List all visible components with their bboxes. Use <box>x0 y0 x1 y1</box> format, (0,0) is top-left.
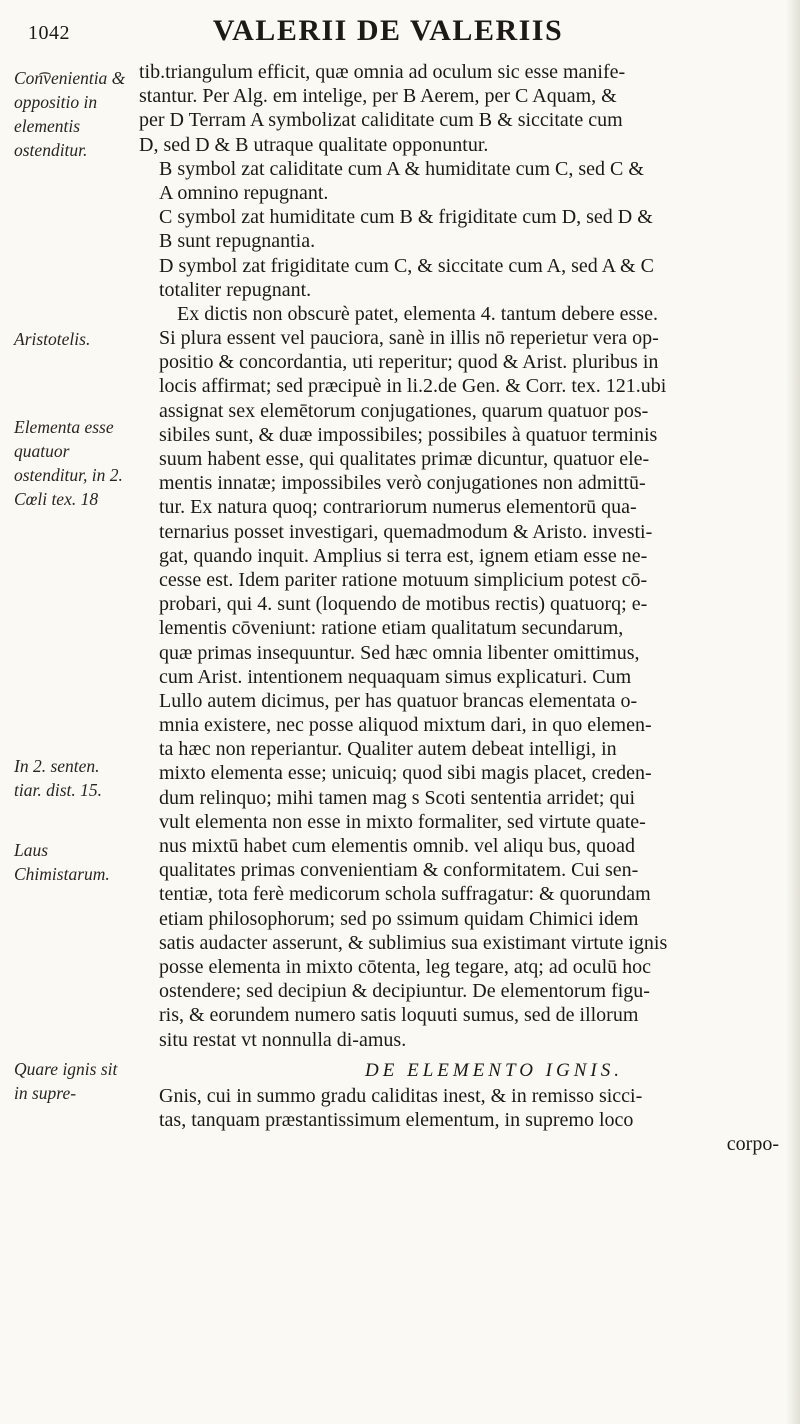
margin-note-quare-ignis: Quare ignis sit in supre- <box>14 1059 118 1103</box>
text-line: lementis cōveniunt: ratione etiam qualitatum secundarum, <box>159 617 624 640</box>
text-line: tib.triangulum efficit, quæ omnia ad oculum sic esse manife- <box>139 61 626 83</box>
text-line: tentiæ, tota ferè medicorum schola suffragatur: & quorundam <box>159 883 651 906</box>
page-header <box>28 14 748 50</box>
margin-note-elementa: Elementa esse quatuor ostenditur, in 2. Cœli tex. 18 <box>14 417 123 509</box>
text-line: A omnino repugnant. <box>159 181 329 204</box>
text-line: situ restat vt nonnulla di-amus. <box>159 1028 407 1051</box>
text-line: qualitates primas convenientiam & conformitatem. Cui sen- <box>159 859 639 882</box>
text-line: cum Arist. intentionem nequaquam simus explicaturi. Cum <box>159 665 632 688</box>
text-line: ostendere; sed decipiun & decipiuntur. De elementorum figu- <box>159 980 650 1003</box>
text-line: assignat sex elemētorum conjugationes, quarum quatuor pos- <box>159 399 649 422</box>
text-line: probari, qui 4. sunt (loquendo de motibus rectis) quatuorq; e- <box>159 593 648 616</box>
section-heading: DE ELEMENTO IGNIS. <box>365 1059 623 1081</box>
text-line: satis audacter asserunt, & sublimius sua existimant virtute ignis <box>159 931 668 954</box>
text-line: gat, quando inquit. Amplius si terra est, ignem etiam esse ne- <box>159 544 648 567</box>
text-line: vult elementa non esse in mixto formaliter, sed virtute quate- <box>159 810 646 833</box>
text-line: Gnis, cui in summo gradu caliditas inest, & in remisso sicci- <box>159 1084 643 1107</box>
page-number: 1042 <box>28 22 70 44</box>
page-edge-shadow <box>786 0 800 1424</box>
text-line: B symbol zat caliditate cum A & humiditate cum C, sed C & <box>159 157 644 180</box>
text-line: tas, tanquam præstantissimum elementum, in supremo loco <box>159 1108 634 1131</box>
text-line: stantur. Per Alg. em intelige, per B Aerem, per C Aquam, & <box>139 85 617 108</box>
text-line: per D Terram A symbolizat caliditate cum B & siccitate cum <box>139 109 623 132</box>
text-line: dum relinquo; mihi tamen mag s Scoti sententia arridet; qui <box>159 786 636 809</box>
text-line: positio & concordantia, uti reperitur; quod & Arist. pluribus in <box>159 351 659 374</box>
text-line: D symbol zat frigiditate cum C, & siccitate cum A, sed A & C <box>159 254 654 277</box>
text-line: mnia existere, nec posse aliquod mixtum dari, in quo elemen- <box>159 714 652 737</box>
text-line: B sunt repugnantia. <box>159 230 316 253</box>
main-text <box>139 60 789 1156</box>
running-title: VALERII DE VALERIIS <box>212 14 564 47</box>
text-line: etiam philosophorum; sed po ssimum quidam Chimici idem <box>159 907 639 930</box>
text-line: ris, & eorundem numero satis loquuti sumus, sed de illorum <box>159 1004 639 1027</box>
text-line: quæ primas insequuntur. Sed hæc omnia libenter omittimus, <box>159 641 640 664</box>
text-line: ternarius posset investigari, quemadmodum & Aristo. investi- <box>159 520 653 543</box>
text-line: sibiles sunt, & duæ impossibiles; possibiles à quatuor terminis <box>159 423 658 446</box>
text-line: mixto elementa esse; unicuiq; quod sibi magis placet, creden- <box>159 762 652 785</box>
text-line: D, sed D & B utraque qualitate opponuntur. <box>139 133 489 156</box>
text-line: mentis innatæ; impossibiles verò conjugationes non admittū- <box>159 472 646 495</box>
text-line: ta hæc non reperiantur. Qualiter autem debeat intelligi, in <box>159 738 617 761</box>
catchword: corpo- <box>726 1133 779 1156</box>
margin-note-aristotelis: Aristotelis. <box>14 329 91 349</box>
text-line: Si plura essent vel pauciora, sanè in illis nō reperietur vera op- <box>159 327 659 350</box>
text-line: totaliter repugnant. <box>159 278 312 301</box>
text-line: posse elementa in mixto cōtenta, leg tegare, atq; ad oculū hoc <box>159 955 652 978</box>
margin-note-convenientia: Con͡venientia & oppositio in elementis ostenditur. <box>14 68 126 160</box>
text-line: Ex dictis non obscurè patet, elementa 4. tantum debere esse. <box>177 302 658 325</box>
text-line: Lullo autem dicimus, per has quatuor brancas elementata o- <box>159 689 638 712</box>
text-line: suum habent esse, qui qualitates primæ dicuntur, quatuor ele- <box>159 448 650 470</box>
text-line: locis affirmat; sed præcipuè in li.2.de Gen. & Corr. tex. 121.ubi <box>159 375 667 398</box>
margin-note-laus-chimistarum: Laus Chimistarum. <box>14 840 110 884</box>
text-line: C symbol zat humiditate cum B & frigiditate cum D, sed D & <box>159 206 653 229</box>
text-line: cesse est. Idem pariter ratione motuum simplicium potest cō- <box>159 568 648 591</box>
text-line: nus mixtū habet cum elementis omnib. vel aliqu bus, quoad <box>159 835 636 857</box>
text-line: tur. Ex natura quoq; contrariorum numerus elementorū qua- <box>159 496 637 519</box>
margin-note-sententiarum: In 2. senten. tiar. dist. 15. <box>14 756 103 800</box>
